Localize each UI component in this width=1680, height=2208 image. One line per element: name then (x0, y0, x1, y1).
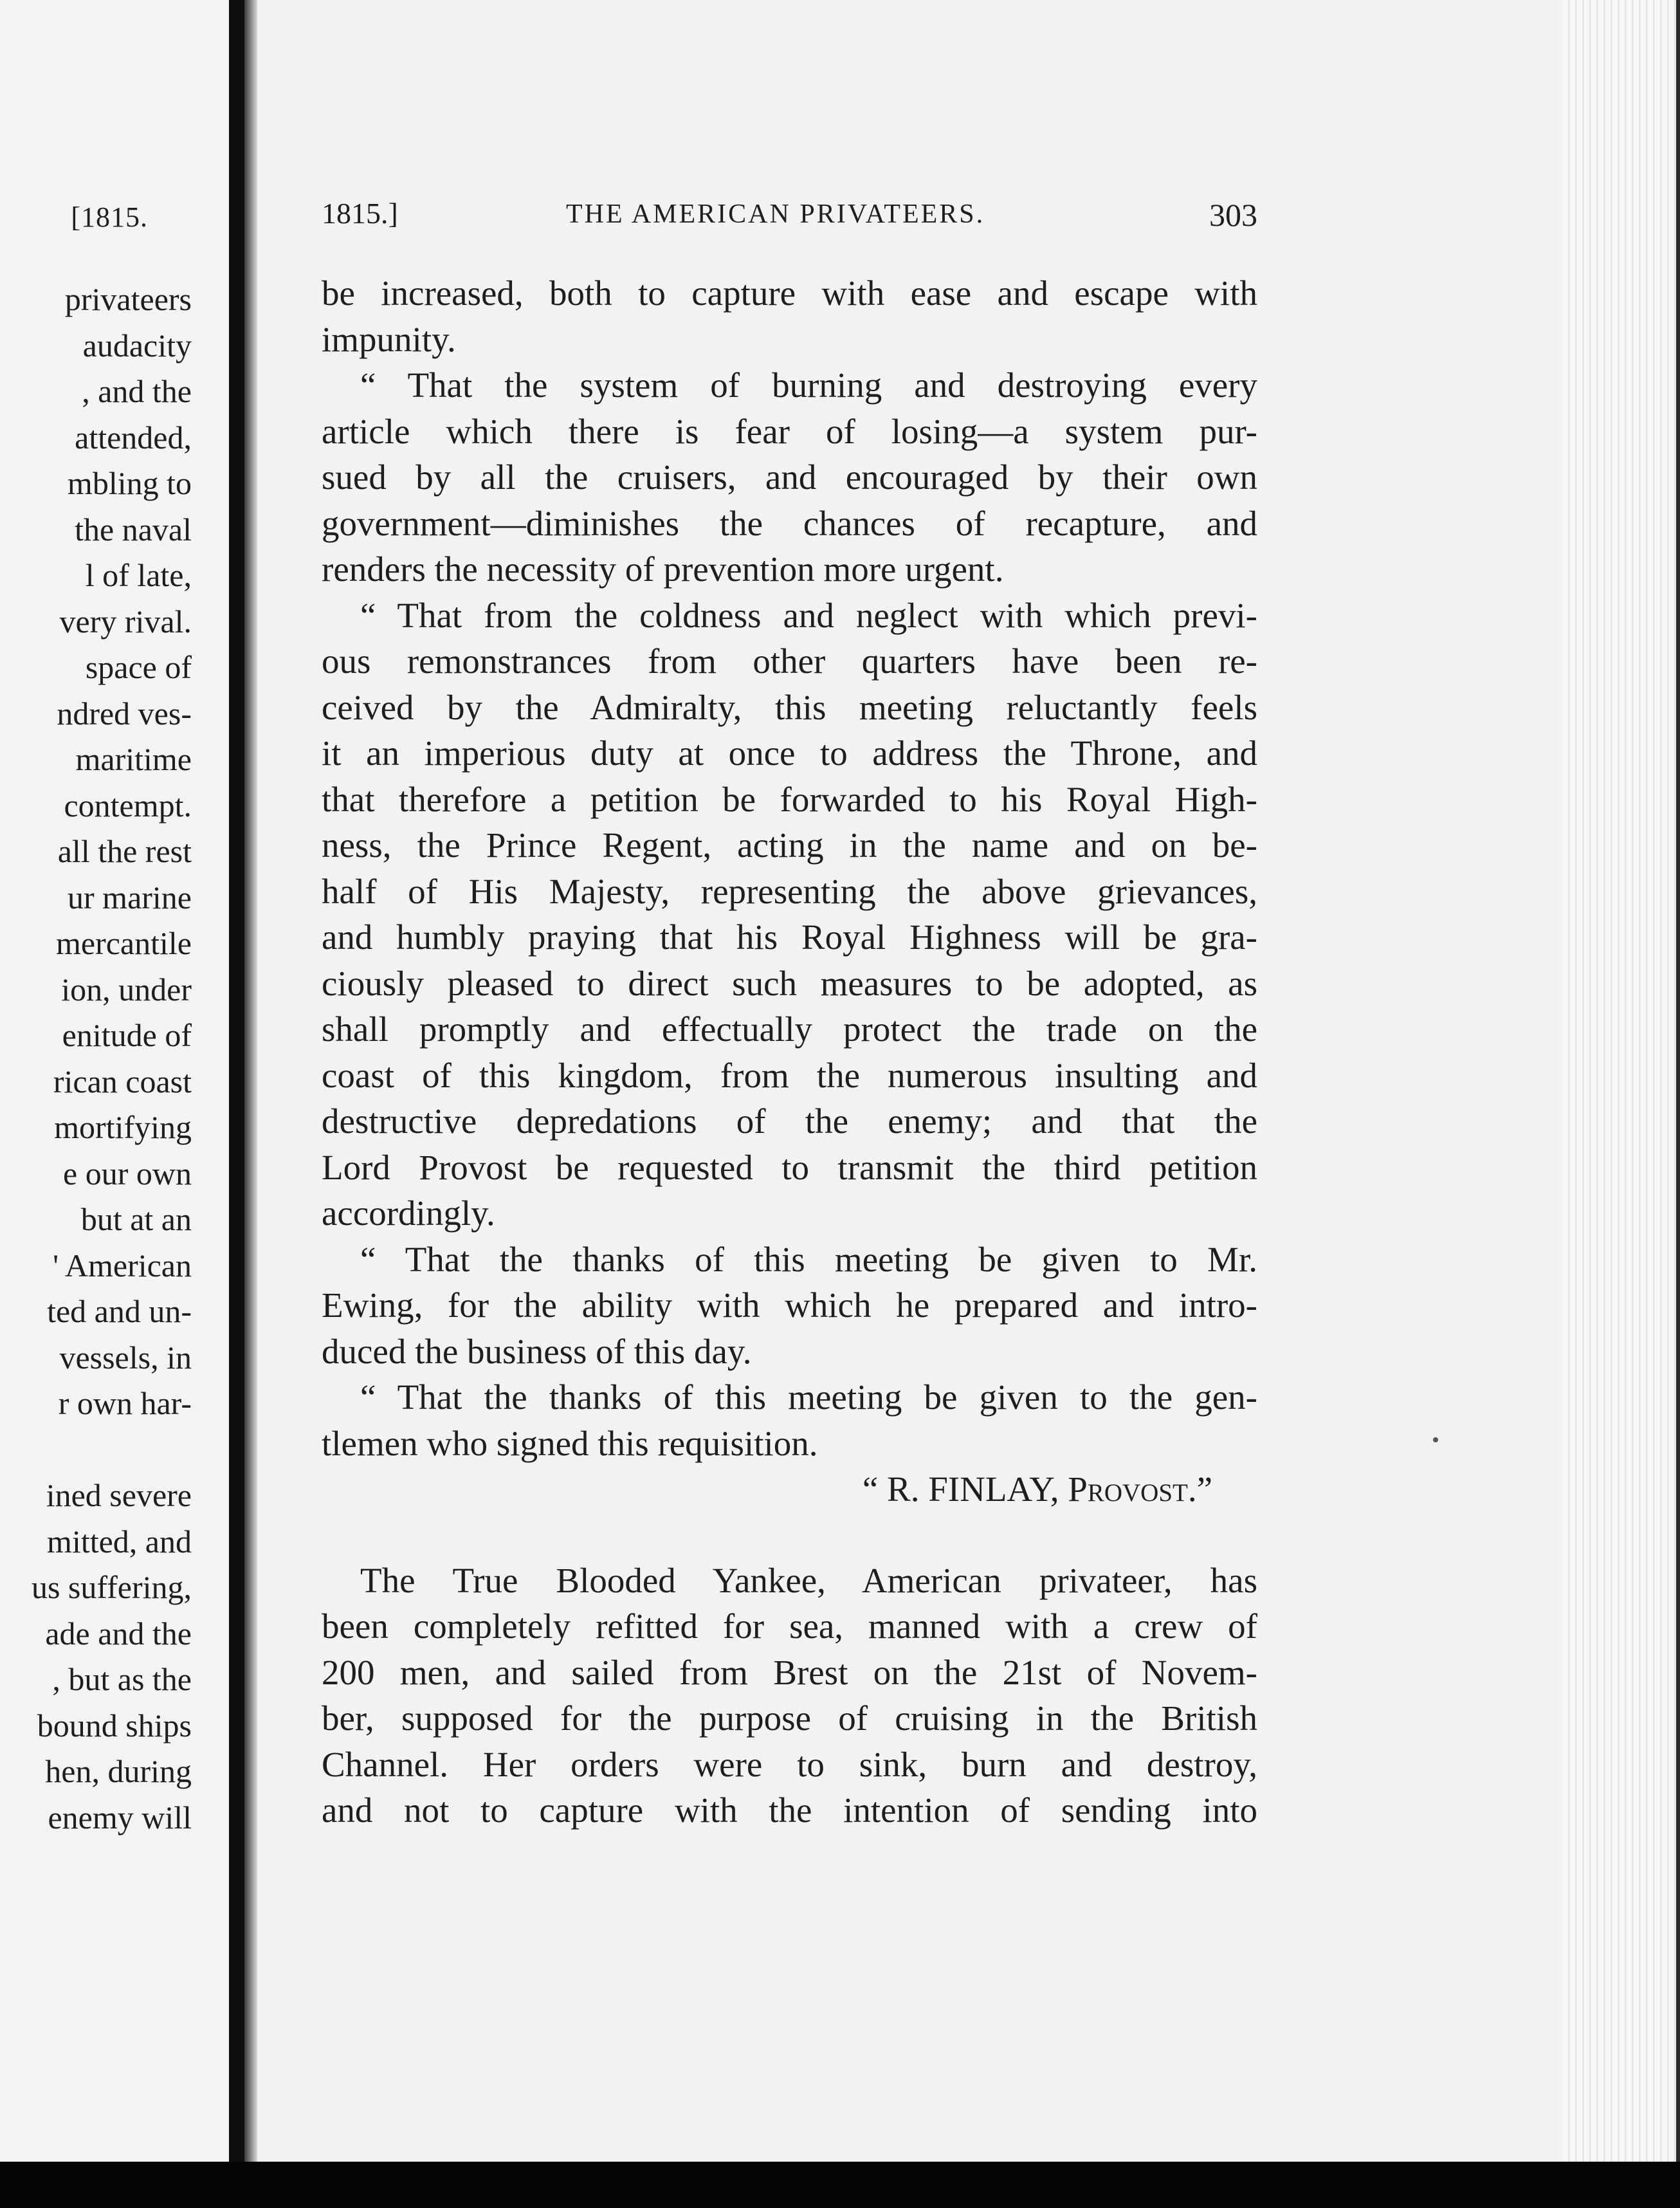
text-line: half of His Majesty, representing the above grievances, (322, 871, 1257, 911)
text-line: Ewing, for the ability with which he prepared and intro- (322, 1285, 1257, 1325)
text-line: duced the business of this day. (322, 1331, 752, 1371)
text-line: ceived by the Admiralty, this meeting reluctantly feels (322, 687, 1257, 727)
left-line: ted and un- (47, 1293, 192, 1329)
text-line: ciously pleased to direct such measures to be adopted, as (322, 963, 1257, 1003)
text-line: Lord Provost be requested to transmit the third petition (322, 1147, 1257, 1187)
left-line: ndred ves- (57, 695, 192, 731)
left-line: privateers (64, 281, 192, 317)
signature (322, 1466, 1257, 1513)
text-line: “ That the thanks of this meeting be given to the gen- (360, 1377, 1257, 1417)
left-line: enitude of (62, 1017, 192, 1053)
left-line: vessels, in (59, 1339, 192, 1375)
signature-name: “ R. FINLAY, (862, 1469, 1059, 1509)
text-line: tlemen who signed this requisition. (322, 1423, 818, 1463)
left-line: the naval (75, 511, 192, 547)
text-line: and humbly praying that his Royal Highness will be gra- (322, 917, 1257, 957)
page-number: 303 (1209, 197, 1257, 233)
text-line: 200 men, and sailed from Brest on the 21st of Novem- (322, 1652, 1257, 1692)
left-page-text (0, 277, 192, 1841)
left-line: ur marine (68, 879, 192, 915)
left-line: us suffering, (31, 1569, 192, 1605)
text-line: The True Blooded Yankee, American privateer, has (360, 1560, 1257, 1600)
left-line: mortifying (54, 1109, 192, 1145)
left-line: contempt. (64, 787, 192, 823)
scan-bottom-edge (0, 2162, 1680, 2208)
text-line: “ That the system of burning and destroying every (360, 365, 1257, 405)
left-line: ion, under (61, 971, 192, 1007)
page-edges (1563, 0, 1680, 2162)
left-line: mbling to (67, 465, 192, 501)
paragraph-gap (322, 1513, 1257, 1558)
text-line: that therefore a petition be forwarded to his Royal High- (322, 779, 1257, 819)
running-head-year: 1815.] (322, 197, 398, 230)
left-line: ined severe (46, 1477, 192, 1513)
left-line: space of (85, 649, 192, 685)
scan-speck (1433, 1437, 1438, 1442)
text-line: be increased, both to capture with ease and escape with (322, 273, 1257, 313)
text-line: shall promptly and effectually protect the trade on the (322, 1009, 1257, 1049)
left-line: ade and the (45, 1615, 192, 1651)
text-line: and not to capture with the intention of sending into (322, 1790, 1257, 1830)
left-line: maritime (75, 741, 192, 777)
text-line: it an imperious duty at once to address the Throne, and (322, 733, 1257, 773)
text-line: government—diminishes the chances of recapture, and (322, 503, 1257, 543)
left-line: , and the (82, 373, 192, 409)
page-body (322, 270, 1257, 1834)
left-line: l of late, (85, 557, 192, 593)
left-line: , but as the (52, 1661, 192, 1697)
left-line: mercantile (56, 925, 192, 961)
left-line: rican coast (53, 1063, 192, 1099)
left-line: but at an (80, 1201, 192, 1237)
text-line: been completely refitted for sea, manned with a crew of (322, 1606, 1257, 1646)
left-line: hen, during (45, 1753, 192, 1789)
text-line: Channel. Her orders were to sink, burn and destroy, (322, 1744, 1257, 1784)
text-line: sued by all the cruisers, and encouraged by their own (322, 457, 1257, 497)
left-line-blank (0, 1427, 192, 1473)
text-line: ous remonstrances from other quarters have been re- (322, 641, 1257, 681)
left-line: all the rest (57, 833, 192, 869)
text-line: “ That the thanks of this meeting be given to Mr. (360, 1239, 1257, 1279)
left-line: bound ships (37, 1707, 192, 1743)
text-line: article which there is fear of losing—a system pur- (322, 411, 1257, 451)
running-head-title: THE AMERICAN PRIVATEERS. (566, 199, 985, 229)
left-line: very rival. (59, 603, 192, 639)
text-line: accordingly. (322, 1193, 495, 1233)
gutter-shadow (244, 0, 257, 2162)
left-line: attended, (75, 419, 192, 455)
left-line: ' American (53, 1247, 192, 1283)
left-page-header: [1815. (71, 201, 148, 233)
left-facing-page (0, 0, 229, 2162)
left-line: r own har- (58, 1385, 192, 1421)
text-line: “ That from the coldness and neglect with which previ- (360, 595, 1257, 635)
left-line: enemy will (48, 1799, 192, 1835)
text-line: coast of this kingdom, from the numerous insulting and (322, 1055, 1257, 1095)
text-line: ber, supposed for the purpose of cruising in the British (322, 1698, 1257, 1738)
running-head (322, 196, 1257, 235)
left-line: audacity (82, 327, 192, 363)
book-gutter (229, 0, 244, 2162)
text-line: renders the necessity of prevention more urgent. (322, 549, 1004, 589)
signature-title: Provost.” (1068, 1469, 1212, 1509)
text-line: impunity. (322, 319, 456, 359)
text-line: ness, the Prince Regent, acting in the name and on be- (322, 825, 1257, 865)
left-line: e our own (63, 1155, 192, 1191)
text-line: destructive depredations of the enemy; and that the (322, 1101, 1257, 1141)
left-line: mitted, and (47, 1523, 192, 1559)
